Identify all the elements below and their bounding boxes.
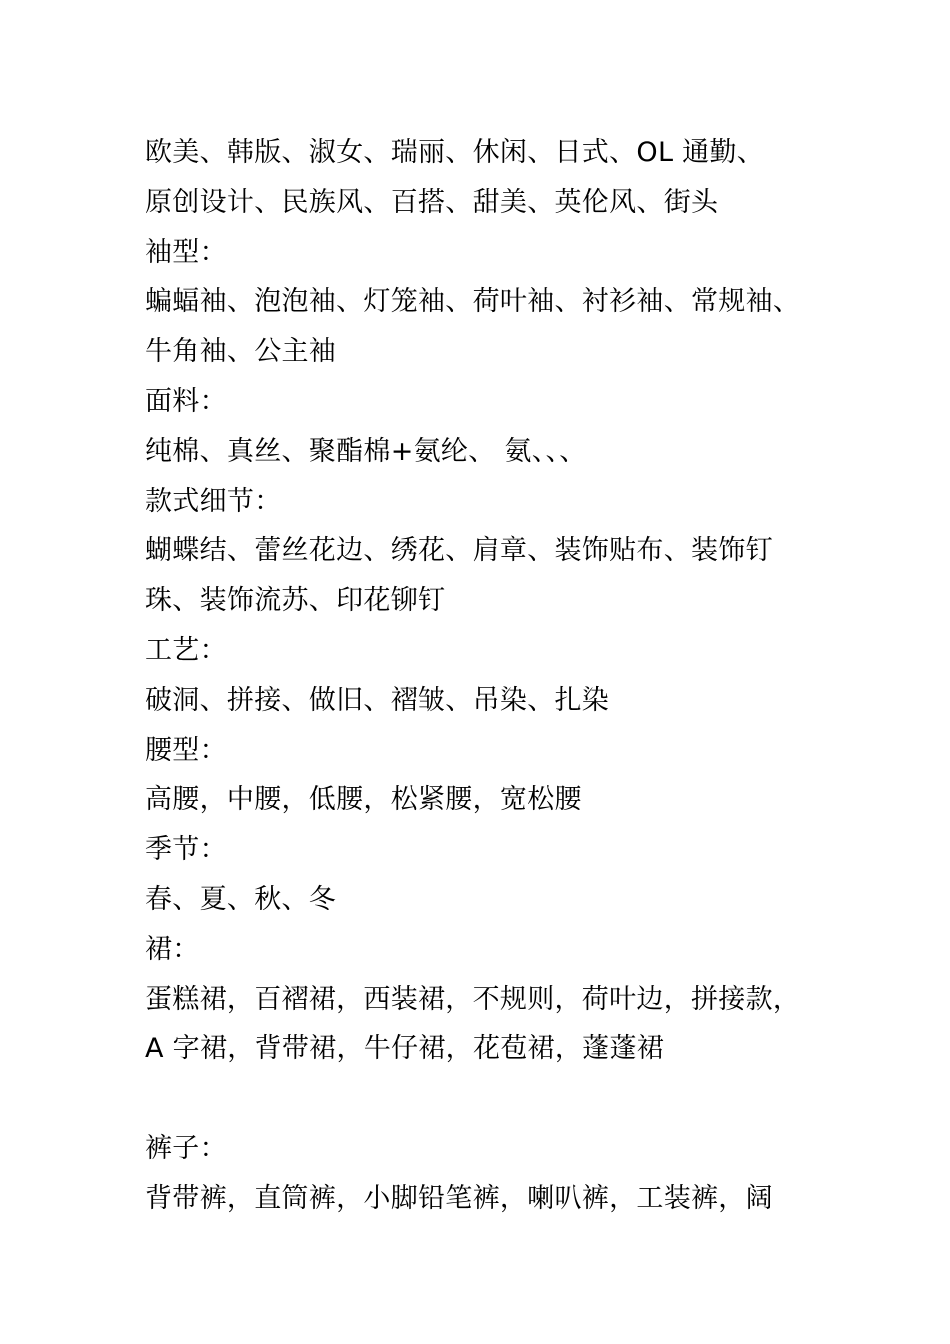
skirt-heading: 裙： — [145, 933, 200, 965]
document-body — [145, 128, 845, 1224]
fabric-heading: 面料： — [145, 385, 227, 417]
sleeve-heading: 袖型： — [145, 236, 227, 268]
skirt-list-line-1: 蛋糕裙，百褶裙，西装裙，不规则，荷叶边，拼接款， — [145, 983, 801, 1015]
craft-list: 破洞、拼接、做旧、褶皱、吊染、扎染 — [145, 684, 610, 716]
pants-list-line-1: 背带裤，直筒裤，小脚铅笔裤，喇叭裤，工装裤，阔 — [145, 1182, 773, 1214]
style-list-line-1: 欧美、韩版、淑女、瑞丽、休闲、日式、OL 通勤、 — [145, 137, 765, 168]
sleeve-list-line-2: 牛角袖、公主袖 — [145, 336, 337, 368]
fabric-list: 纯棉、真丝、聚酯棉+氨纶、 氨、、、 — [145, 435, 587, 467]
detail-list-line-2: 珠、装饰流苏、印花铆钉 — [145, 585, 446, 617]
season-heading: 季节： — [145, 834, 227, 866]
detail-list-line-1: 蝴蝶结、蕾丝花边、绣花、肩章、装饰贴布、装饰钉 — [145, 535, 773, 567]
craft-heading: 工艺： — [145, 634, 227, 666]
season-list: 春、夏、秋、冬 — [145, 883, 337, 915]
detail-heading: 款式细节： — [145, 485, 282, 517]
pants-heading: 裤子： — [145, 1132, 227, 1164]
waist-list: 高腰，中腰，低腰，松紧腰，宽松腰 — [145, 784, 582, 816]
sleeve-list-line-1: 蝙蝠袖、泡泡袖、灯笼袖、荷叶袖、衬衫袖、常规袖、 — [145, 286, 801, 318]
style-list-line-2: 原创设计、民族风、百搭、甜美、英伦风、街头 — [145, 186, 719, 218]
skirt-list-line-2: A 字裙，背带裙，牛仔裙，花苞裙，蓬蓬裙 — [145, 1033, 665, 1065]
blank-line — [145, 1074, 845, 1124]
waist-heading: 腰型： — [145, 734, 227, 766]
